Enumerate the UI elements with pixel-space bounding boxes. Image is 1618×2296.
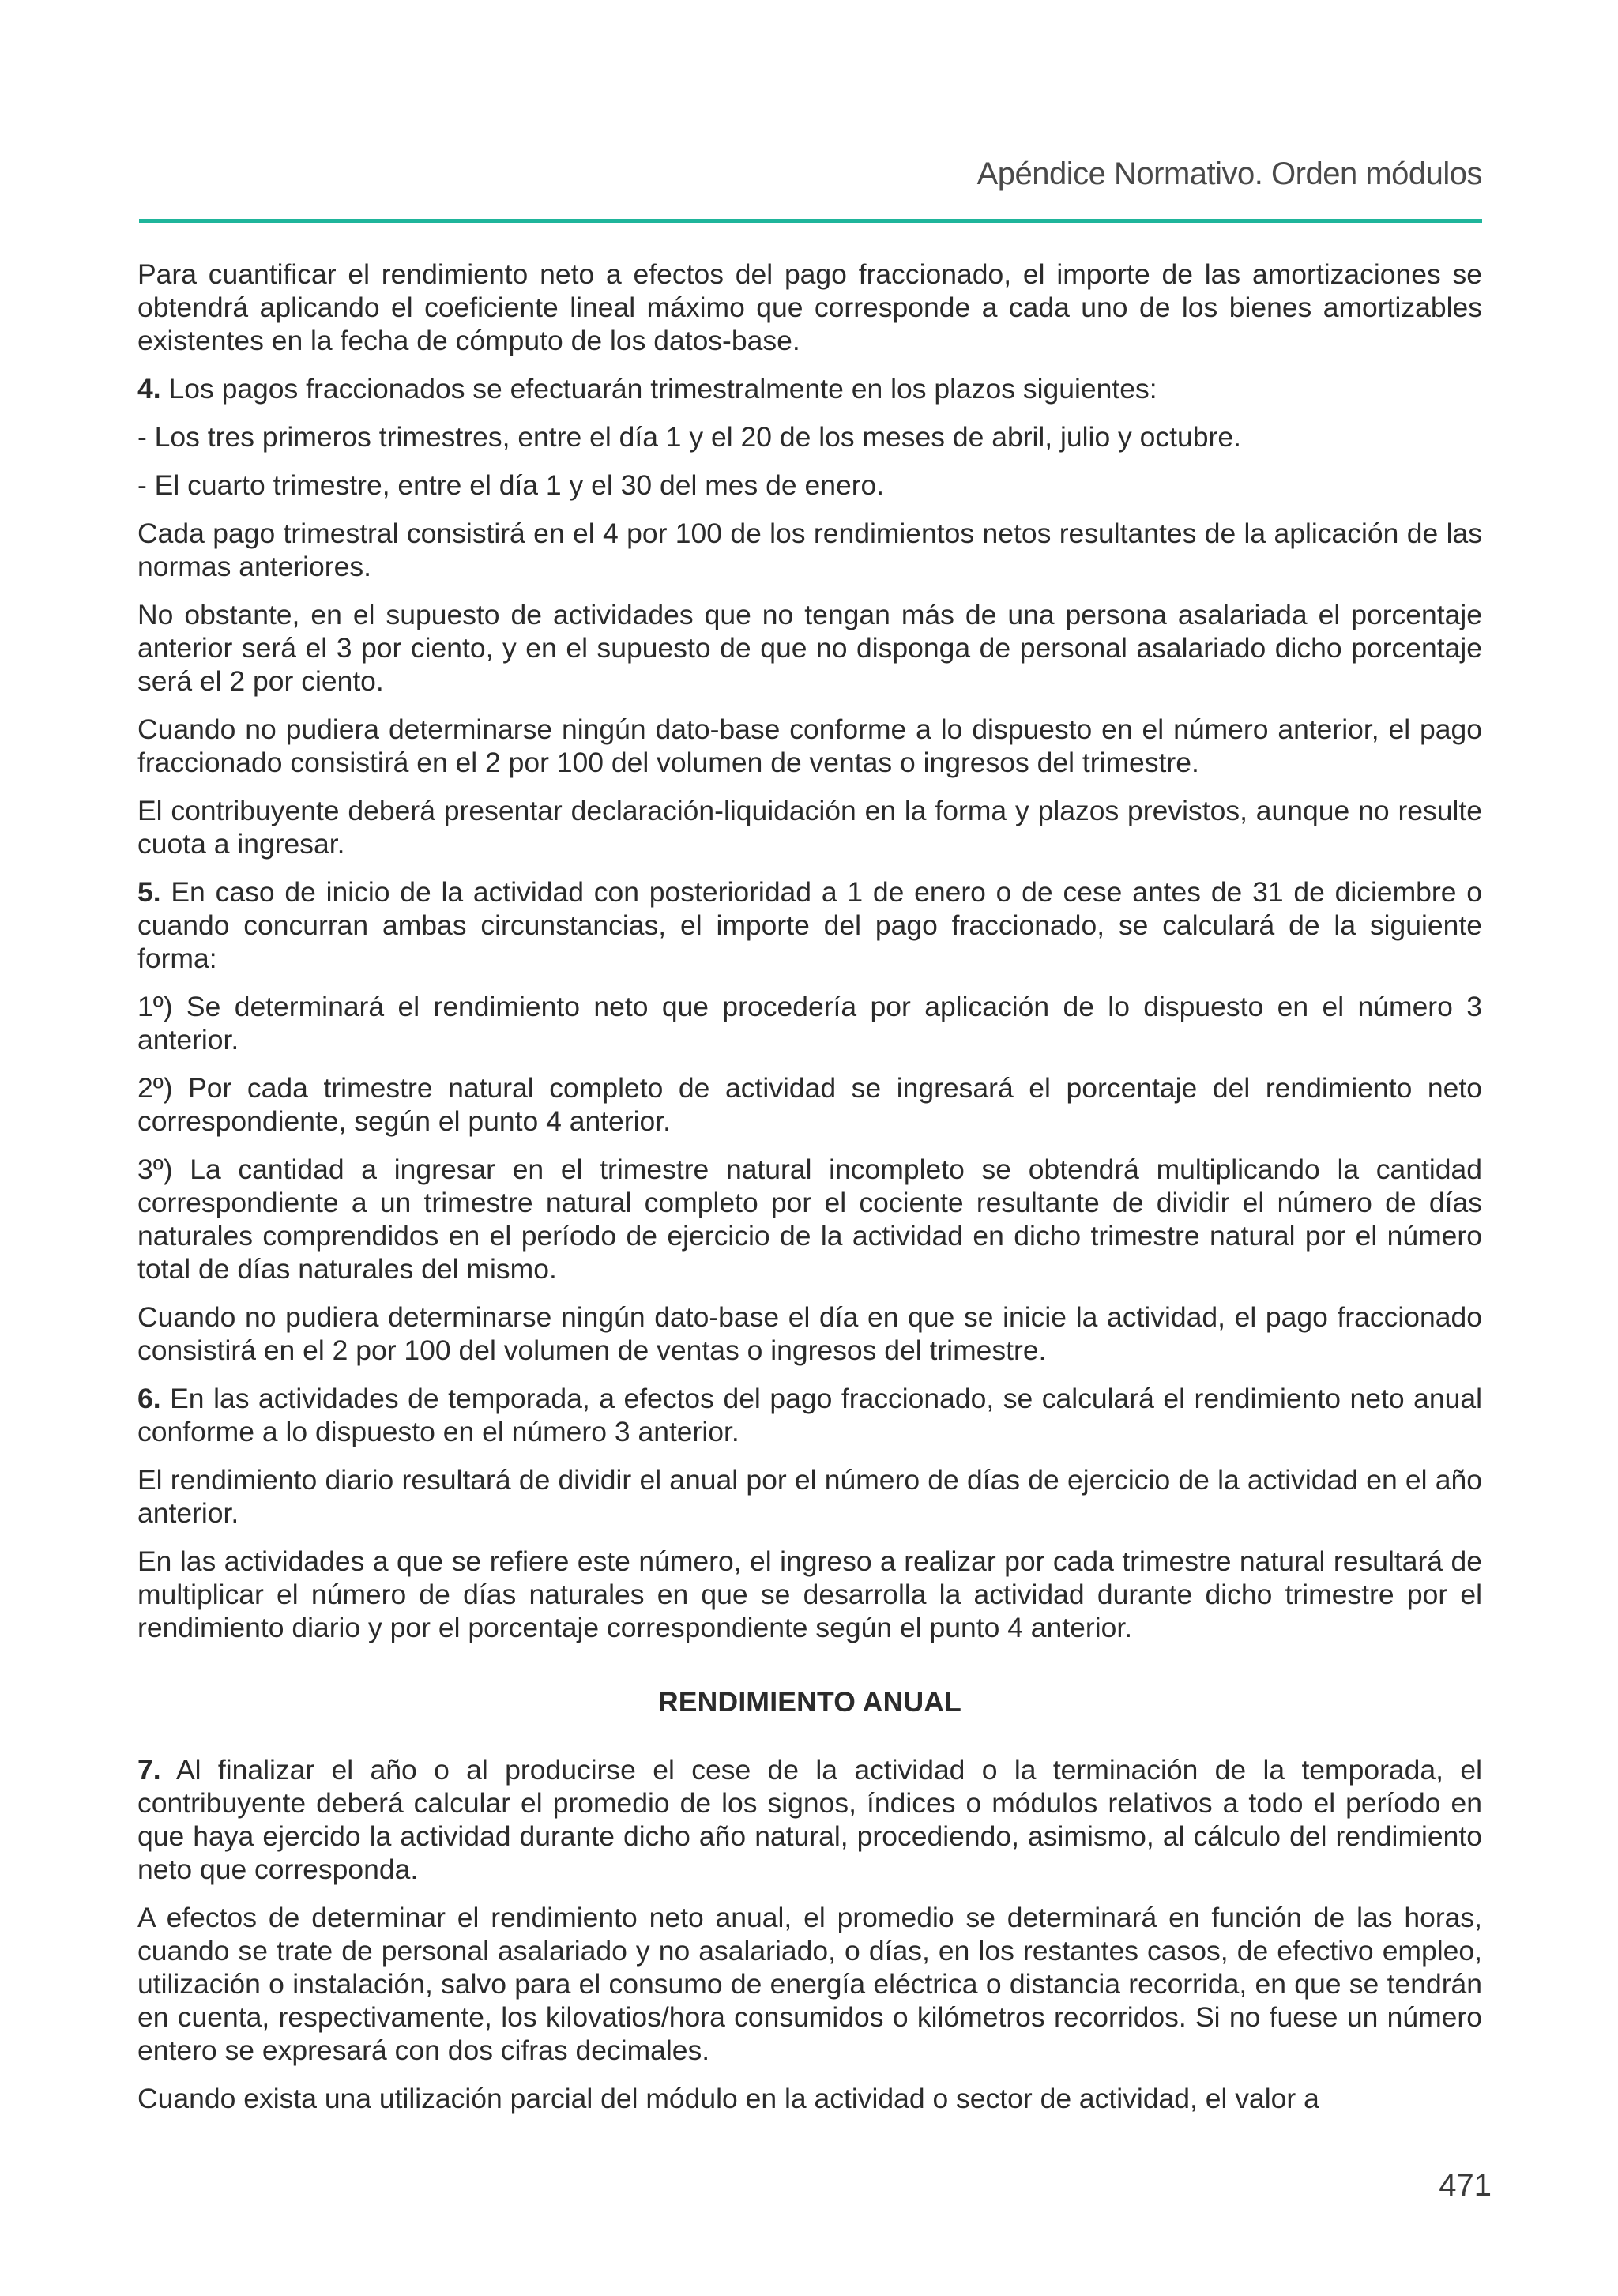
page-number: 471: [1439, 2168, 1492, 2203]
section-number-5: 5.: [137, 876, 161, 908]
document-body: [137, 258, 1482, 2130]
paragraph-inicio-actividad: Cuando no pudiera determinarse ningún dato-base el día en que se inicie la actividad, el pago fraccionado consistirá en el 2 por 100 del volumen de ventas o ingresos del trimestre.: [137, 1301, 1482, 1366]
paragraph-5-text: En caso de inicio de la actividad con posterioridad a 1 de enero o de cese antes de 31 de diciembre o cuando concurran ambas circunstancias, el importe del pago fraccionado, se calculará de la siguiente forma:: [137, 876, 1482, 974]
section-heading: RENDIMIENTO ANUAL: [657, 1686, 962, 1718]
paragraph-step-2: 2º) Por cada trimestre natural completo de actividad se ingresará el porcentaje del rendimiento neto correspondiente, según el punto 4 anterior.: [137, 1072, 1482, 1137]
paragraph-no-obstante: No obstante, en el supuesto de actividades que no tengan más de una persona asalariada el porcentaje anterior será el 3 por ciento, y en el supuesto de que no disponga de personal asalariado dicho porcentaje será el 2 por ciento.: [137, 599, 1482, 697]
paragraph-utilizacion-parcial: Cuando exista una utilización parcial del módulo en la actividad o sector de actividad, el valor a: [137, 2083, 1319, 2114]
paragraph-declaracion: El contribuyente deberá presentar declaración-liquidación en la forma y plazos previstos, aunque no resulte cuota a ingresar.: [137, 795, 1482, 860]
section-number-6: 6.: [137, 1383, 161, 1414]
paragraph-5: [137, 875, 1482, 975]
paragraph-promedio: A efectos de determinar el rendimiento neto anual, el promedio se determinará en función de las horas, cuando se trate de personal asalariado y no asalariado, o días, en los restantes casos, de efectivo empleo, utilización o instalación, salvo para el consumo de energía eléctrica o distancia recorrida, en que se tendrán en cuenta, respectivamente, los kilovatios/hora consumidos o kilómetros recorridos. Si no fuese un número entero se expresará con dos cifras decimales.: [137, 1902, 1482, 2066]
paragraph-4-text: Los pagos fraccionados se efectuarán trimestralmente en los plazos siguientes:: [160, 373, 1157, 405]
paragraph-6: [137, 1382, 1482, 1448]
section-number-4: 4.: [137, 373, 161, 405]
paragraph-6-text: En las actividades de temporada, a efectos del pago fraccionado, se calculará el rendimiento neto anual conforme a lo dispuesto en el número 3 anterior.: [137, 1383, 1482, 1447]
paragraph-step-1: 1º) Se determinará el rendimiento neto que procedería por aplicación de lo dispuesto en el número 3 anterior.: [137, 991, 1482, 1056]
paragraph-step-3: 3º) La cantidad a ingresar en el trimestre natural incompleto se obtendrá multiplicando la cantidad correspondiente a un trimestre natural completo por el cociente resultante de dividir el número de días naturales comprendidos en el período de ejercicio de la actividad en dicho trimestre natural por el número total de días naturales del mismo.: [137, 1154, 1482, 1285]
list-item-plazos-2: - El cuarto trimestre, entre el día 1 y el 30 del mes de enero.: [137, 469, 885, 501]
paragraph-ingreso-trimestre: En las actividades a que se refiere este número, el ingreso a realizar por cada trimestre natural resultará de multiplicar el número de días naturales en que se desarrolla la actividad durante dicho trimestre por el rendimiento diario y por el porcentaje correspondiente según el punto 4 anterior.: [137, 1545, 1482, 1643]
paragraph-rendimiento-diario: El rendimiento diario resultará de dividir el anual por el número de días de ejercicio de la actividad en el año anterior.: [137, 1464, 1482, 1529]
paragraph-7: [137, 1753, 1482, 1886]
section-number-7: 7.: [137, 1754, 161, 1786]
paragraph-pago-trimestral: Cada pago trimestral consistirá en el 4 por 100 de los rendimientos netos resultantes de la aplicación de las normas anteriores.: [137, 518, 1482, 582]
paragraph-amortizaciones: Para cuantificar el rendimiento neto a efectos del pago fraccionado, el importe de las amortizaciones se obtendrá aplicando el coeficiente lineal máximo que corresponde a cada uno de los bienes amortizables existentes en la fecha de cómputo de los datos-base.: [137, 258, 1482, 356]
running-header: Apéndice Normativo. Orden módulos: [976, 156, 1482, 191]
header-divider: [139, 219, 1482, 223]
list-item-plazos-1: - Los tres primeros trimestres, entre el día 1 y el 20 de los meses de abril, julio y octubre.: [137, 421, 1241, 453]
paragraph-7-text: Al finalizar el año o al producirse el cese de la actividad o la terminación de la temporada, el contribuyente deberá calcular el promedio de los signos, índices o módulos relativos a todo el período en que haya ejercido la actividad durante dicho año natural, procediendo, asimismo, al cálculo del rendimiento neto que corresponda.: [137, 1754, 1482, 1885]
paragraph-4: [137, 372, 1482, 405]
paragraph-dato-base: Cuando no pudiera determinarse ningún dato-base conforme a lo dispuesto en el número anterior, el pago fraccionado consistirá en el 2 por 100 del volumen de ventas o ingresos del trimestre.: [137, 713, 1482, 778]
